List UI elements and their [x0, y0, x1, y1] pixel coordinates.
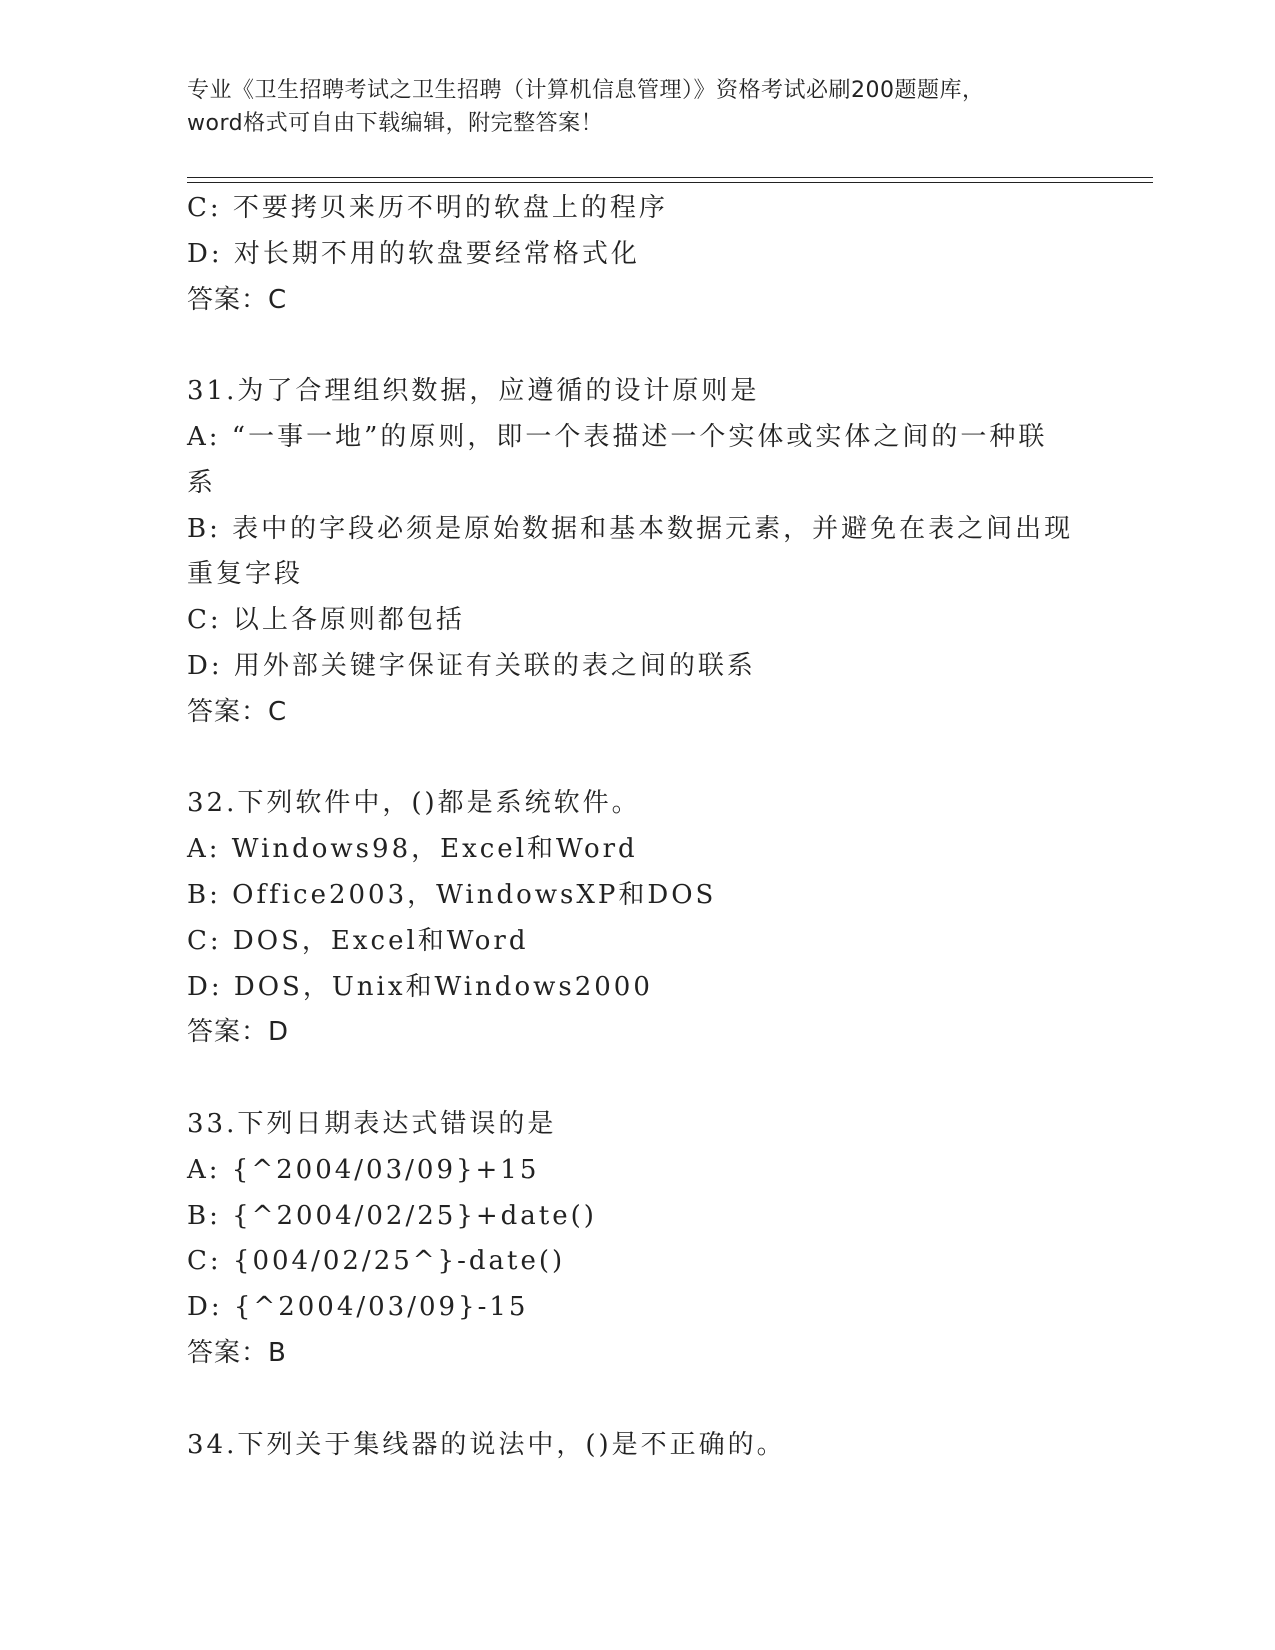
question-31 — [187, 369, 1087, 735]
question-33 — [187, 1102, 1087, 1377]
q33-option-b: B: {^2004/02/25}+date() — [187, 1200, 597, 1231]
q33-option-d: D: {^2004/03/09}-15 — [187, 1292, 529, 1323]
header-line-1: 专业《卫生招聘考试之卫生招聘（计算机信息管理）》资格考试必刷200题题库， — [187, 78, 985, 103]
question-34 — [187, 1423, 1087, 1469]
header-divider-top — [187, 177, 1153, 178]
header-divider-bottom — [187, 182, 1153, 183]
q33-option-c: C: {004/02/25^}-date() — [187, 1246, 566, 1277]
spacer — [187, 323, 1087, 369]
q33-question: 33.下列日期表达式错误的是 — [187, 1108, 557, 1139]
q31-option-b-line-1: B: 表中的字段必须是原始数据和基本数据元素，并避免在表之间出现 — [187, 513, 1074, 544]
q31-option-a-line-1: A: “一事一地”的原则，即一个表描述一个实体或实体之间的一种联 — [187, 421, 1048, 452]
q33-answer: 答案：B — [187, 1337, 287, 1368]
q31-option-b-line-2: 重复字段 — [187, 559, 304, 590]
q30-answer: 答案：C — [187, 284, 288, 315]
q31-option-a-line-2: 系 — [187, 467, 217, 498]
spacer — [187, 736, 1087, 782]
q32-answer: 答案：D — [187, 1017, 290, 1048]
question-30-continued — [187, 186, 1087, 323]
q34-question: 34.下列关于集线器的说法中，()是不正确的。 — [187, 1429, 786, 1460]
q32-option-c: C: DOS，Excel和Word — [187, 925, 529, 956]
q31-option-c: C: 以上各原则都包括 — [187, 605, 465, 636]
q30-option-d: D: 对长期不用的软盘要经常格式化 — [187, 238, 640, 269]
q32-option-b: B: Office2003，WindowsXP和DOS — [187, 879, 717, 910]
q32-option-d: D: DOS，Unix和Windows2000 — [187, 971, 653, 1002]
q31-question: 31.为了合理组织数据，应遵循的设计原则是 — [187, 376, 760, 407]
document-header — [187, 74, 1087, 140]
q30-option-c: C: 不要拷贝来历不明的软盘上的程序 — [187, 193, 668, 223]
header-line-2: word格式可自由下载编辑，附完整答案！ — [187, 111, 604, 136]
q32-question: 32.下列软件中，()都是系统软件。 — [187, 788, 641, 819]
spacer — [187, 1377, 1087, 1423]
question-32 — [187, 781, 1087, 1056]
q31-option-d: D: 用外部关键字保证有关联的表之间的联系 — [187, 650, 756, 681]
q31-answer: 答案：C — [187, 696, 288, 727]
spacer — [187, 1056, 1087, 1102]
q32-option-a: A: Windows98，Excel和Word — [187, 834, 638, 865]
q33-option-a: A: {^2004/03/09}+15 — [187, 1154, 540, 1185]
question-list — [187, 186, 1087, 1468]
